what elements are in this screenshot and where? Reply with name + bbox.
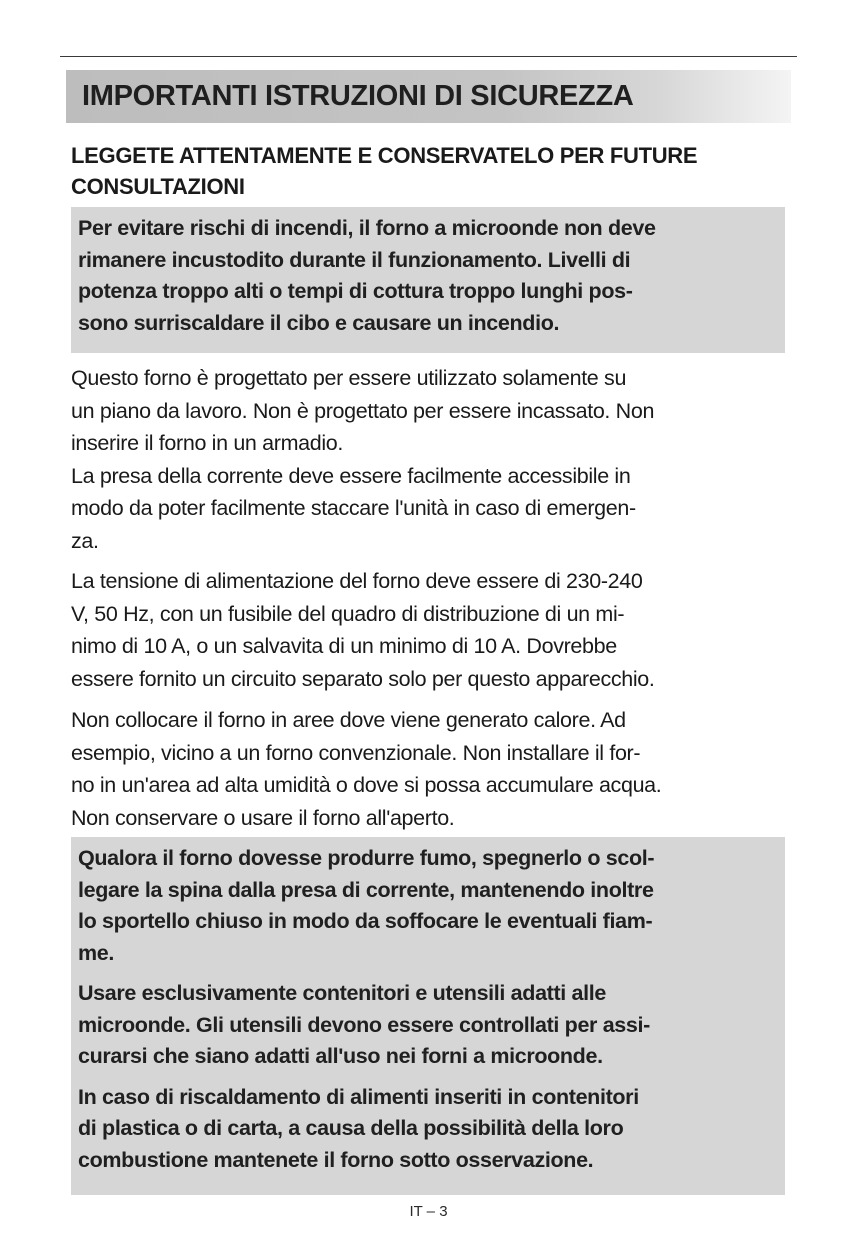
text-line: La tensione di alimentazione del forno deve essere di 230-240 — [71, 569, 643, 593]
text-line: combustione mantenete il forno sotto osservazione. — [78, 1147, 594, 1172]
text-line: lo sportello chiuso in modo da soffocare le eventuali fiam- — [78, 909, 653, 933]
page-title: IMPORTANTI ISTRUZIONI DI SICUREZZA — [82, 80, 634, 112]
warning-smoke-text — [78, 843, 779, 969]
text-line: essere fornito un circuito separato solo per questo apparecchio. — [71, 666, 655, 691]
subtitle-line: LEGGETE ATTENTAMENTE E CONSERVATELO PER FUTURE — [71, 143, 698, 168]
text-line: rimanere incustodito durante il funzionamento. Livelli di — [78, 247, 631, 272]
text-line: Per evitare rischi di incendi, il forno a microonde non deve — [78, 216, 656, 240]
text-line: no in un'area ad alta umidità o dove si possa accumulare acqua. — [71, 773, 662, 797]
text-line: esempio, vicino a un forno convenzionale. Non installare il for- — [71, 740, 641, 765]
page-number: IT – 3 — [409, 1203, 448, 1220]
text-line: La presa della corrente deve essere facilmente accessibile in — [71, 463, 631, 488]
text-line: modo da poter facilmente staccare l'unità in caso di emergen- — [71, 496, 636, 520]
text-line: sono surriscaldare il cibo e causare un incendio. — [78, 310, 560, 335]
warning-box-safety — [71, 837, 785, 1195]
text-line: me. — [78, 940, 114, 965]
text-line: di plastica o di carta, a causa della possibilità della loro — [78, 1116, 624, 1140]
text-line: microonde. Gli utensili devono essere controllati per assi- — [78, 1012, 650, 1037]
top-divider — [60, 56, 797, 57]
text-line: In caso di riscaldamento di alimenti inseriti in contenitori — [78, 1084, 639, 1109]
text-line: Usare esclusivamente contenitori e utensili adatti alle — [78, 981, 607, 1005]
text-line: inserire il forno in un armadio. — [71, 431, 344, 455]
text-line: V, 50 Hz, con un fusibile del quadro di distribuzione di un mi- — [71, 601, 625, 626]
warning-fire-text — [78, 213, 779, 339]
subtitle-line: CONSULTAZIONI — [71, 174, 245, 199]
text-line: un piano da lavoro. Non è progettato per essere incassato. Non — [71, 398, 655, 423]
power-supply-paragraph — [71, 565, 791, 695]
text-line: nimo di 10 A, o un salvavita di un minimo di 10 A. Dovrebbe — [71, 634, 617, 658]
subtitle — [71, 140, 791, 202]
warning-containers-text — [78, 978, 779, 1073]
installation-paragraph — [71, 362, 791, 557]
section-title-bar — [66, 70, 791, 123]
text-line: za. — [71, 528, 99, 553]
warning-plastic-text — [78, 1082, 779, 1177]
text-line: Non conservare o usare il forno all'aperto. — [71, 805, 455, 830]
text-line: legare la spina dalla presa di corrente, mantenendo inoltre — [78, 877, 654, 902]
text-line: curarsi che siano adatti all'uso nei forni a microonde. — [78, 1044, 603, 1068]
text-line: Qualora il forno dovesse produrre fumo, spegnerlo o scol- — [78, 846, 655, 870]
text-line: Questo forno è progettato per essere utilizzato solamente su — [71, 366, 627, 390]
warning-box-fire — [71, 207, 785, 353]
placement-paragraph — [71, 704, 791, 834]
text-line: Non collocare il forno in aree dove viene generato calore. Ad — [71, 708, 626, 732]
text-line: potenza troppo alti o tempi di cottura troppo lunghi pos- — [78, 279, 633, 303]
